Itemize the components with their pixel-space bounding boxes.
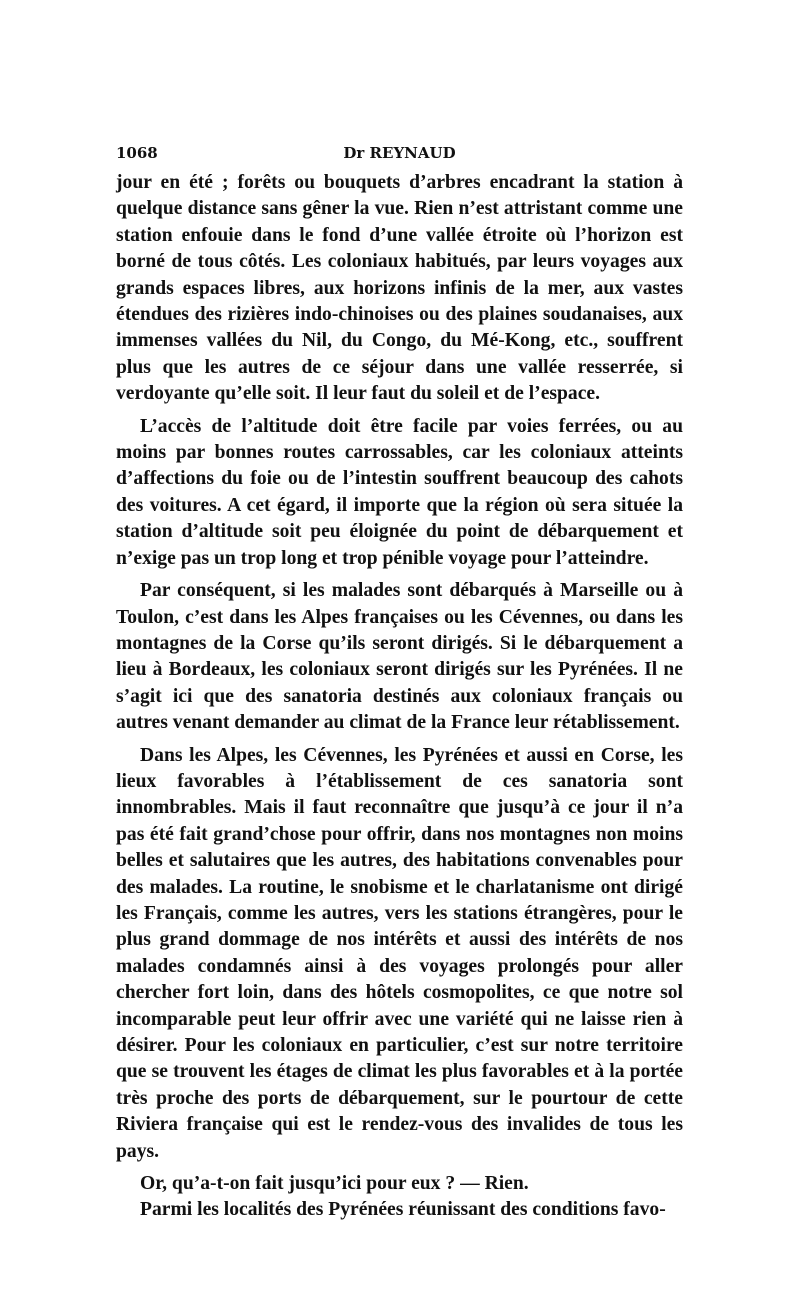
paragraph-3: Par conséquent, si les malades sont débarqués à Marseille ou à Toulon, c’est dans les Alpes françaises ou les Cévennes, ou dans les montagnes de la Corse qu’ils seront dirigés. Si le débarquement a lieu à Bordeaux, les coloniaux seront dirigés sur les Pyrénées. Il ne s’agit ici que des sanatoria destinés aux coloniaux français ou autres venant demander au climat de la France leur rétablissement. <box>116 580 683 734</box>
page-number: 1068 <box>116 144 158 162</box>
paragraph-2: L’accès de l’altitude doit être facile par voies ferrées, ou au moins par bonnes routes carrossables, car les coloniaux atteints d’affections du foie ou de l’intestin souffrent beaucoup des cahots des voitures. A cet égard, il importe que la région où sera située la station d’altitude soit peu éloignée du point de débarquement et n’exige pas un trop long et trop pénible voyage pour l’atteindre. <box>116 415 683 569</box>
book-page <box>116 136 683 1224</box>
paragraph-1: jour en été ; forêts ou bouquets d’arbres encadrant la station à quelque distance sans gêner la vue. Rien n’est attristant comme une station enfouie dans le fond d’une vallée étroite où l’horizon est borné de tous côtés. Les coloniaux habitués, par leurs voyages aux grands espaces libres, aux horizons infinis de la mer, aux vastes étendues des rizières indo-chinoises ou des plaines soudanaises, aux immenses vallées du Nil, du Congo, du Mé-Kong, etc., souffrent plus que les autres de ce séjour dans une vallée resserrée, si verdoyante qu’elle soit. Il leur faut du soleil et de l’espace. <box>116 172 683 405</box>
body-text <box>116 170 683 1224</box>
running-head <box>116 136 683 170</box>
paragraph-5: Or, qu’a-t-on fait jusqu’ici pour eux ? — Rien. <box>140 1173 529 1195</box>
paragraph-4: Dans les Alpes, les Cévennes, les Pyrénées et aussi en Corse, les lieux favorables à l’établissement de ces sanatoria sont innombrables. Mais il faut reconnaître que jusqu’à ce jour il n’a pas été fait grand’chose pour offrir, dans nos montagnes non moins belles et salutaires que les autres, des habitations convenables pour des malades. La routine, le snobisme et le charlatanisme ont dirigé les Français, comme les autres, vers les stations étrangères, pour le plus grand dommage de nos intérêts et aussi des intérêts de nos malades condamnés ainsi à des voyages prolongés pour aller chercher fort loin, dans des hôtels cosmopolites, ce que notre sol incomparable peut leur offrir avec une variété qui ne laisse rien à désirer. Pour les coloniaux en particulier, c’est sur notre territoire que se trouvent les étages de climat les plus favorables et à la portée très proche des ports de débarquement, sur le pourtour de cette Riviera française qui est le rendez-vous des invalides de tous les pays. <box>116 744 683 1162</box>
running-title: Dr REYNAUD <box>343 144 456 162</box>
paragraph-6: Parmi les localités des Pyrénées réunissant des conditions favo- <box>140 1199 666 1221</box>
